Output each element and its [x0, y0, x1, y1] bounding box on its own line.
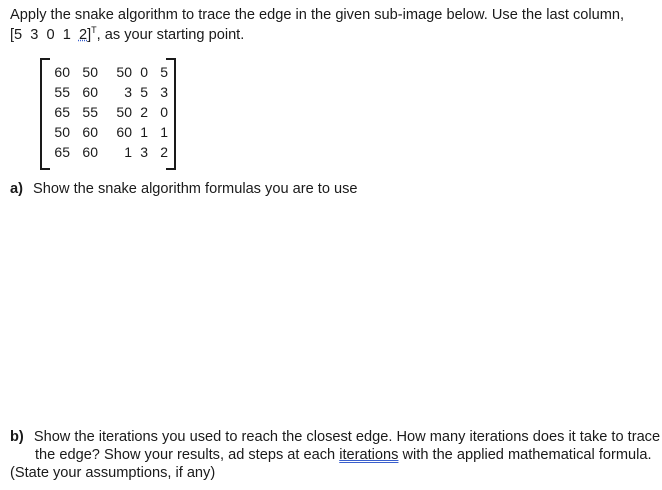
question-b-line-3: (State your assumptions, if any) — [10, 465, 216, 481]
matrix-cell: 60 — [82, 144, 98, 160]
question-b-text-2a: the edge? Show your results, ad steps at each — [35, 447, 340, 463]
matrix-cell: 2 — [160, 144, 168, 160]
question-b-line-1 — [10, 428, 660, 446]
matrix-cell: 60 — [82, 124, 98, 140]
matrix-cell: 50 — [116, 64, 132, 80]
matrix-cell: 60 — [54, 64, 70, 80]
matrix-cell: 1 — [160, 124, 168, 140]
matrix-cell: 0 — [160, 104, 168, 120]
intro-line-2 — [10, 26, 244, 44]
vector-last-element: 2 — [78, 27, 88, 43]
intro-line-1: Apply the snake algorithm to trace the edge in the given sub-image below. Use the last column, — [10, 7, 625, 23]
intro-line-2-rest: , as your starting point. — [96, 27, 245, 43]
question-b-text-2b: with the applied mathematical formula. — [398, 447, 652, 463]
question-b-line-2 — [35, 446, 652, 464]
matrix-cell: 1 — [124, 144, 132, 160]
matrix-cell: 50 — [82, 64, 98, 80]
starting-vector: [5 3 0 1 2]$^T$ — [10, 25, 97, 43]
matrix-cell: 60 — [116, 124, 132, 140]
matrix-cell: 3 — [124, 84, 132, 100]
matrix-cell: 50 — [116, 104, 132, 120]
question-a-label: a) — [10, 181, 23, 197]
question-a — [10, 180, 358, 198]
transpose-superscript: T — [91, 25, 97, 36]
matrix-cell: 60 — [82, 84, 98, 100]
matrix-cell: 1 — [140, 124, 148, 140]
matrix-cell: 3 — [160, 84, 168, 100]
matrix-cell: 5 — [140, 84, 148, 100]
matrix-cell: 0 — [140, 64, 148, 80]
matrix-cell: 65 — [54, 144, 70, 160]
sub-image-matrix — [40, 58, 176, 168]
iterations-spellcheck-word: iterations — [339, 447, 399, 463]
matrix-cell: 65 — [54, 104, 70, 120]
matrix-cell: 50 — [54, 124, 70, 140]
matrix-cell: 55 — [54, 84, 70, 100]
matrix-cell: 3 — [140, 144, 148, 160]
question-b-label: b) — [10, 429, 24, 445]
matrix-cell: 2 — [140, 104, 148, 120]
question-b-text-1: Show the iterations you used to reach the closest edge. How many iterations does it take to trace — [33, 429, 661, 445]
question-a-text: Show the snake algorithm formulas you are to use — [33, 181, 358, 197]
matrix-cell: 5 — [160, 64, 168, 80]
matrix-cell: 55 — [82, 104, 98, 120]
